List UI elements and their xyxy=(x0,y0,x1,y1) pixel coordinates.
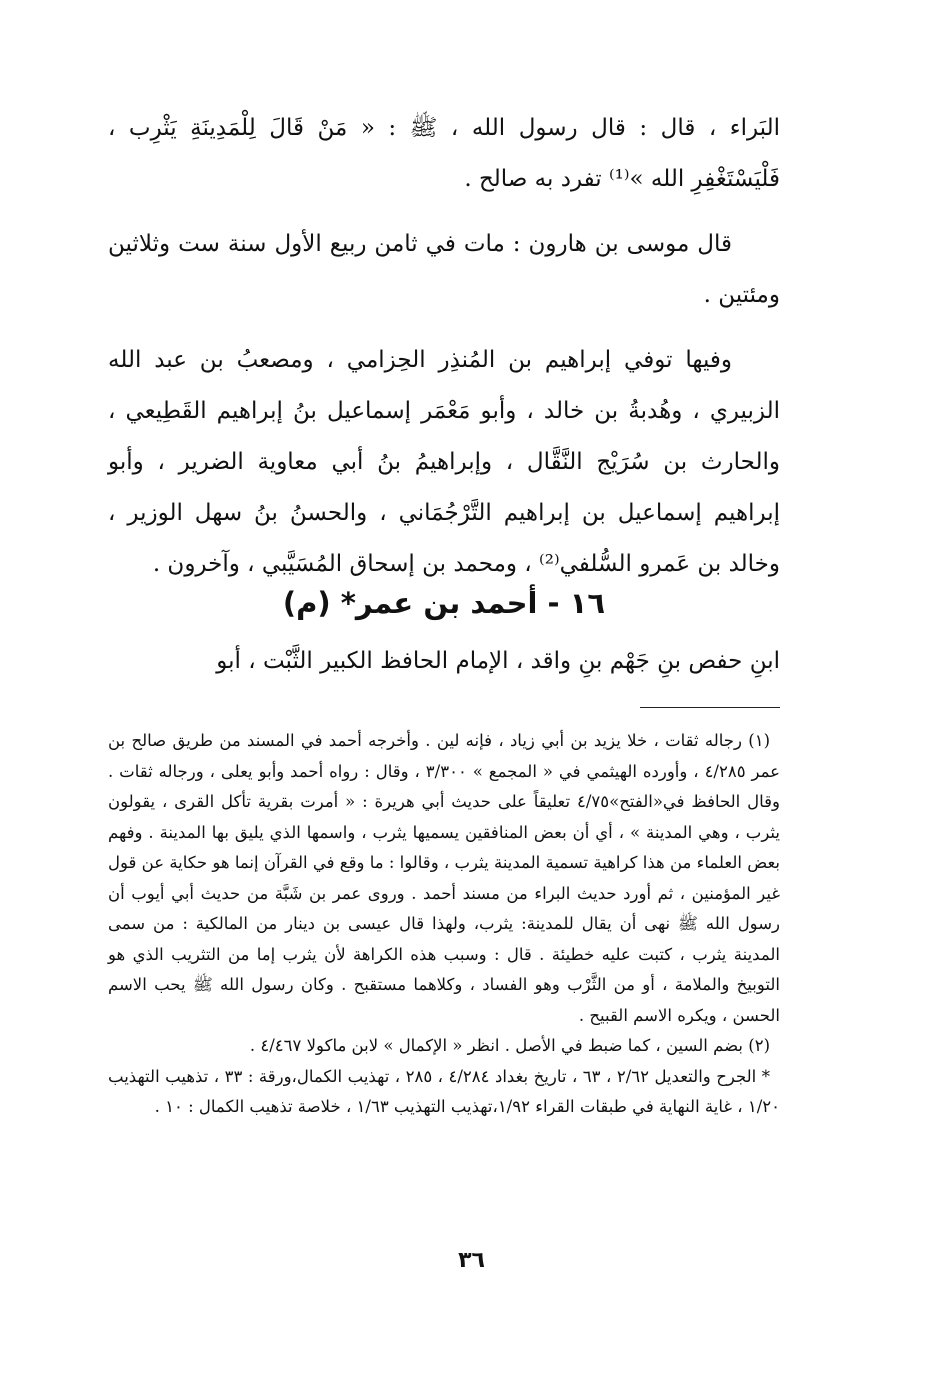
footnote-divider xyxy=(640,707,780,708)
paragraph-hadith: البَراء ، قال : قال رسول الله ، ﷺ : « مَنْ قَالَ لِلْمَدِينَةِ يَثْرِب ، فَلْيَسْتَغْفِرِ الله »⁽¹⁾ تفرد به صالح . xyxy=(108,115,780,192)
paragraph-death-date: قال موسى بن هارون : مات في ثامن ربيع الأول سنة ست وثلاثين ومئتين . xyxy=(108,231,780,308)
paragraph-entry-start: ابنِ حفص بنِ جَهْم بنِ واقد ، الإمام الحافظ الكبير الثَّبْت ، أبو xyxy=(216,648,780,674)
page-number: ٣٦ xyxy=(458,1248,485,1273)
footnote-1: (١) رجاله ثقات ، خلا يزيد بن أبي زياد ، فإنه لين . وأخرجه أحمد في المسند من طريق صالح بن عمر ٤/٢٨٥ ، وأورده الهيثمي في « المجمع » ٣/٣٠٠ ، وقال : رواه أحمد وأبو يعلى ، ورجاله ثقات . وقال الحافظ في«الفتح»٤/٧٥ تعليقاً على حديث أبي هريرة : « أمرت بقرية تأكل القرى ، يقولون يثرب ، وهي المدينة » ، أي أن بعض المنافقين يسميها يثرب ، واسمها الذي يليق بها المدينة . وفهم بعض العلماء من هذا كراهية تسمية المدينة يثرب ، وقالوا : ما وقع في القرآن إنما هو حكاية عن قول غير المؤمنين ، ثم أورد حديث البراء من مسند أحمد . وروى عمر بن شَبَّة من حديث أبي أيوب أن رسول الله ﷺ نهى أن يقال للمدينة: يثرب، ولهذا قال عيسى بن دينار من المالكية : من سمى المدينة يثرب ، كتبت عليه خطيئة . قال : وسبب هذه الكراهة لأن يثرب إما من التثريب الذي هو التوبيخ والملامة ، أو من الثَّرْب وهو الفساد ، وكلاهما مستقبح . وكان رسول الله ﷺ يحب الاسم الحسن ، ويكره الاسم القبيح . xyxy=(108,731,781,1025)
paragraph-deaths-list: وفيها توفي إبراهيم بن المُنذِر الحِزامي ، ومصعبُ بن عبد الله الزبيري ، وهُدبةُ بن خالد ، وأبو مَعْمَر إسماعيل بنُ إبراهيم القَطِيعي ، والحارث بن سُرَيْج النَّقَّال ، وإبراهيمُ بنُ أبي معاوية الضرير ، وأبو إبراهيم إسماعيل بن إبراهيم التَّرْجُمَاني ، والحسنُ بنُ سهل الوزير ، وخالد بن عَمرو السُّلفي⁽²⁾ ، ومحمد بن إسحاق المُسَيَّبي ، وآخرون . xyxy=(108,347,781,577)
footnotes xyxy=(108,726,780,1123)
entry-heading: ١٦ - أحمد بن عمر* (م) xyxy=(282,586,606,620)
entry-opening xyxy=(108,636,780,687)
footnote-2: (٢) بضم السين ، كما ضبط في الأصل . انظر « الإكمال » لابن ماكولا ٤/٤٦٧ . xyxy=(249,1036,770,1055)
main-text xyxy=(108,103,780,590)
sources-footnote: * الجرح والتعديل ٢/٦٢ ، ٦٣ ، تاريخ بغداد ٤/٢٨٤ ، ٢٨٥ ، تهذيب الكمال،ورقة : ٣٣ ، تذهيب التهذيب ١/٢٠ ، غاية النهاية في طبقات القراء ١/٩٢،تهذيب التهذيب ١/٦٣ ، خلاصة تذهيب الكمال : ١٠ . xyxy=(108,1066,780,1116)
